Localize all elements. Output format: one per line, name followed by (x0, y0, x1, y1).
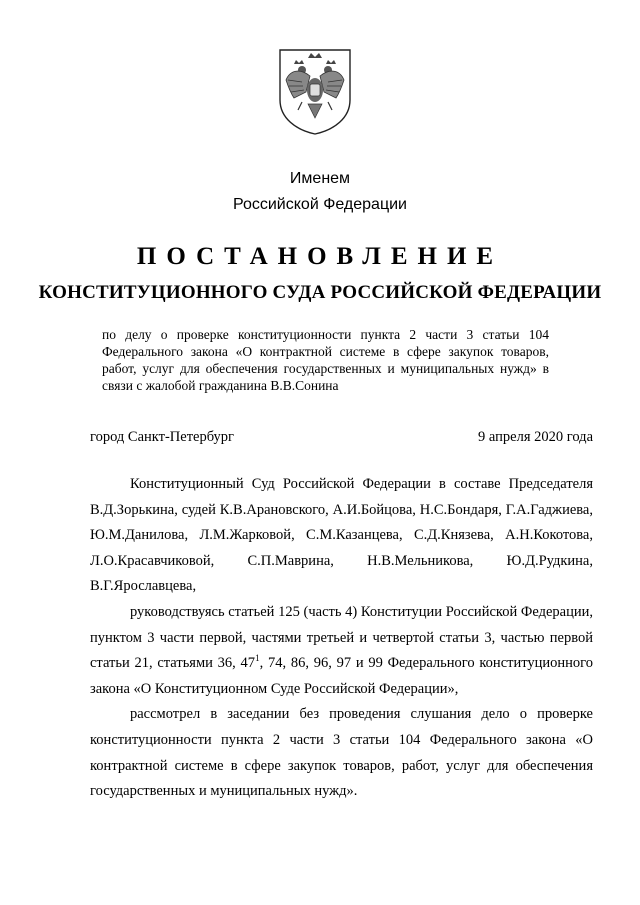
date-label: 9 апреля 2020 года (478, 429, 593, 445)
named-line-1: Именем (289, 170, 351, 187)
place-label: город Санкт-Петербург (90, 429, 235, 445)
paragraph-legal-basis-part2: , 74, 86, 96, 97 и 99 Федерального конституционного закона «О Конституционном Суде Российской Федерации», (90, 655, 593, 697)
paragraph-legal-basis (90, 600, 593, 702)
named-line-2: Российской Федерации (233, 196, 407, 213)
document-title: ПОСТАНОВЛЕНИЕ (136, 243, 504, 270)
paragraph-legal-basis-part1: руководствуясь статьей 125 (часть 4) Конституции Российской Федерации, пунктом 3 части первой, частями третьей и четвертой статьи 3, частью первой статьи 21, статьями 36, 47 (90, 603, 593, 672)
case-subject: по делу о проверке конституционности пункта 2 части 3 статьи 104 Федерального закона «О контрактной системе в сфере закупок товаров, работ, услуг для обеспечения государственных и муниципальных нужд» в связи с жалобой гражданина В.В.Сонина (102, 327, 549, 393)
decision-body (90, 472, 593, 805)
coat-of-arms-icon (272, 46, 358, 136)
document-subtitle: КОНСТИТУЦИОННОГО СУДА РОССИЙСКОЙ ФЕДЕРАЦИИ (38, 282, 602, 303)
paragraph-composition: Конституционный Суд Российской Федерации в составе Председателя В.Д.Зорькина, судей К.В.Арановского, А.И.Бойцова, Н.С.Бондаря, Г.А.Гаджиева, Ю.М.Данилова, Л.М.Жарковой, С.М.Казанцева, С.Д.Князева, А.Н.Кокотова, Л.О.Красавчиковой, С.П.Маврина, Н.В.Мельникова, Ю.Д.Рудкина, В.Г.Ярославцева, (90, 476, 593, 595)
article-superscript: 1 (255, 653, 260, 664)
paragraph-considered: рассмотрел в заседании без проведения слушания дело о проверке конституционности пункта 2 части 3 статьи 104 Федерального закона «О контрактной системе в сфере закупок товаров, работ, услуг для обеспечения государственных и муниципальных нужд». (90, 706, 593, 800)
